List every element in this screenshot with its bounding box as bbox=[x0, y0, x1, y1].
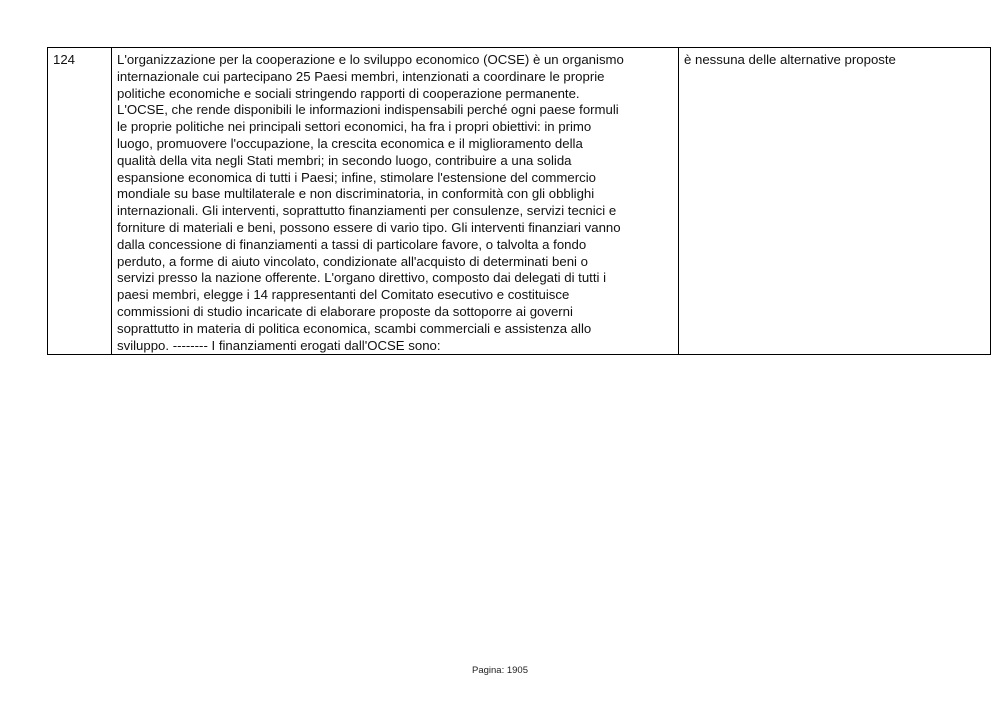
question-line: perduto, a forme di aiuto vincolato, condizionate all'acquisto di determinati beni o bbox=[117, 253, 588, 269]
question-line: soprattutto in materia di politica economica, scambi commerciali e assistenza allo bbox=[117, 320, 592, 336]
question-line: sviluppo. -------- I finanziamenti erogati dall'OCSE sono: bbox=[117, 337, 441, 353]
question-line: paesi membri, elegge i 14 rappresentanti del Comitato esecutivo e costituisce bbox=[117, 287, 570, 303]
question-line: L'OCSE, che rende disponibili le informazioni indispensabili perché ogni paese formuli bbox=[117, 102, 619, 118]
answer-text: è nessuna delle alternative proposte bbox=[679, 48, 991, 355]
question-line: forniture di materiali e beni, possono essere di vario tipo. Gli interventi finanziari vanno bbox=[117, 219, 621, 235]
table-row bbox=[48, 48, 991, 355]
question-text bbox=[112, 48, 679, 355]
question-line: qualità della vita negli Stati membri; in secondo luogo, contribuire a una solida bbox=[117, 152, 572, 168]
question-line: le proprie politiche nei principali settori economici, ha fra i propri obiettivi: in primo bbox=[117, 119, 592, 135]
question-line: internazionale cui partecipano 25 Paesi membri, intenzionati a coordinare le proprie bbox=[117, 68, 605, 84]
question-line: politiche economiche e sociali stringendo rapporti di cooperazione permanente. bbox=[117, 85, 580, 101]
question-line: internazionali. Gli interventi, soprattutto finanziamenti per consulenze, servizi tecnici e bbox=[117, 203, 617, 219]
question-line: commissioni di studio incaricate di elaborare proposte da sottoporre ai governi bbox=[117, 303, 573, 319]
page-number: Pagina: 1905 bbox=[472, 665, 528, 676]
question-number: 124 bbox=[48, 48, 112, 355]
question-table bbox=[47, 47, 991, 355]
question-line: luogo, promuovere l'occupazione, la crescita economica e il miglioramento della bbox=[117, 135, 583, 151]
question-line: L'organizzazione per la cooperazione e lo sviluppo economico (OCSE) è un organismo bbox=[117, 52, 624, 67]
question-line: servizi presso la nazione offerente. L'organo direttivo, composto dai delegati di tutti i bbox=[117, 270, 607, 286]
question-line: mondiale su base multilaterale e non discriminatoria, in conformità con gli obblighi bbox=[117, 186, 595, 202]
question-line: dalla concessione di finanziamenti a tassi di particolare favore, o talvolta a fondo bbox=[117, 236, 587, 252]
question-line: espansione economica di tutti i Paesi; infine, stimolare l'estensione del commercio bbox=[117, 169, 596, 185]
